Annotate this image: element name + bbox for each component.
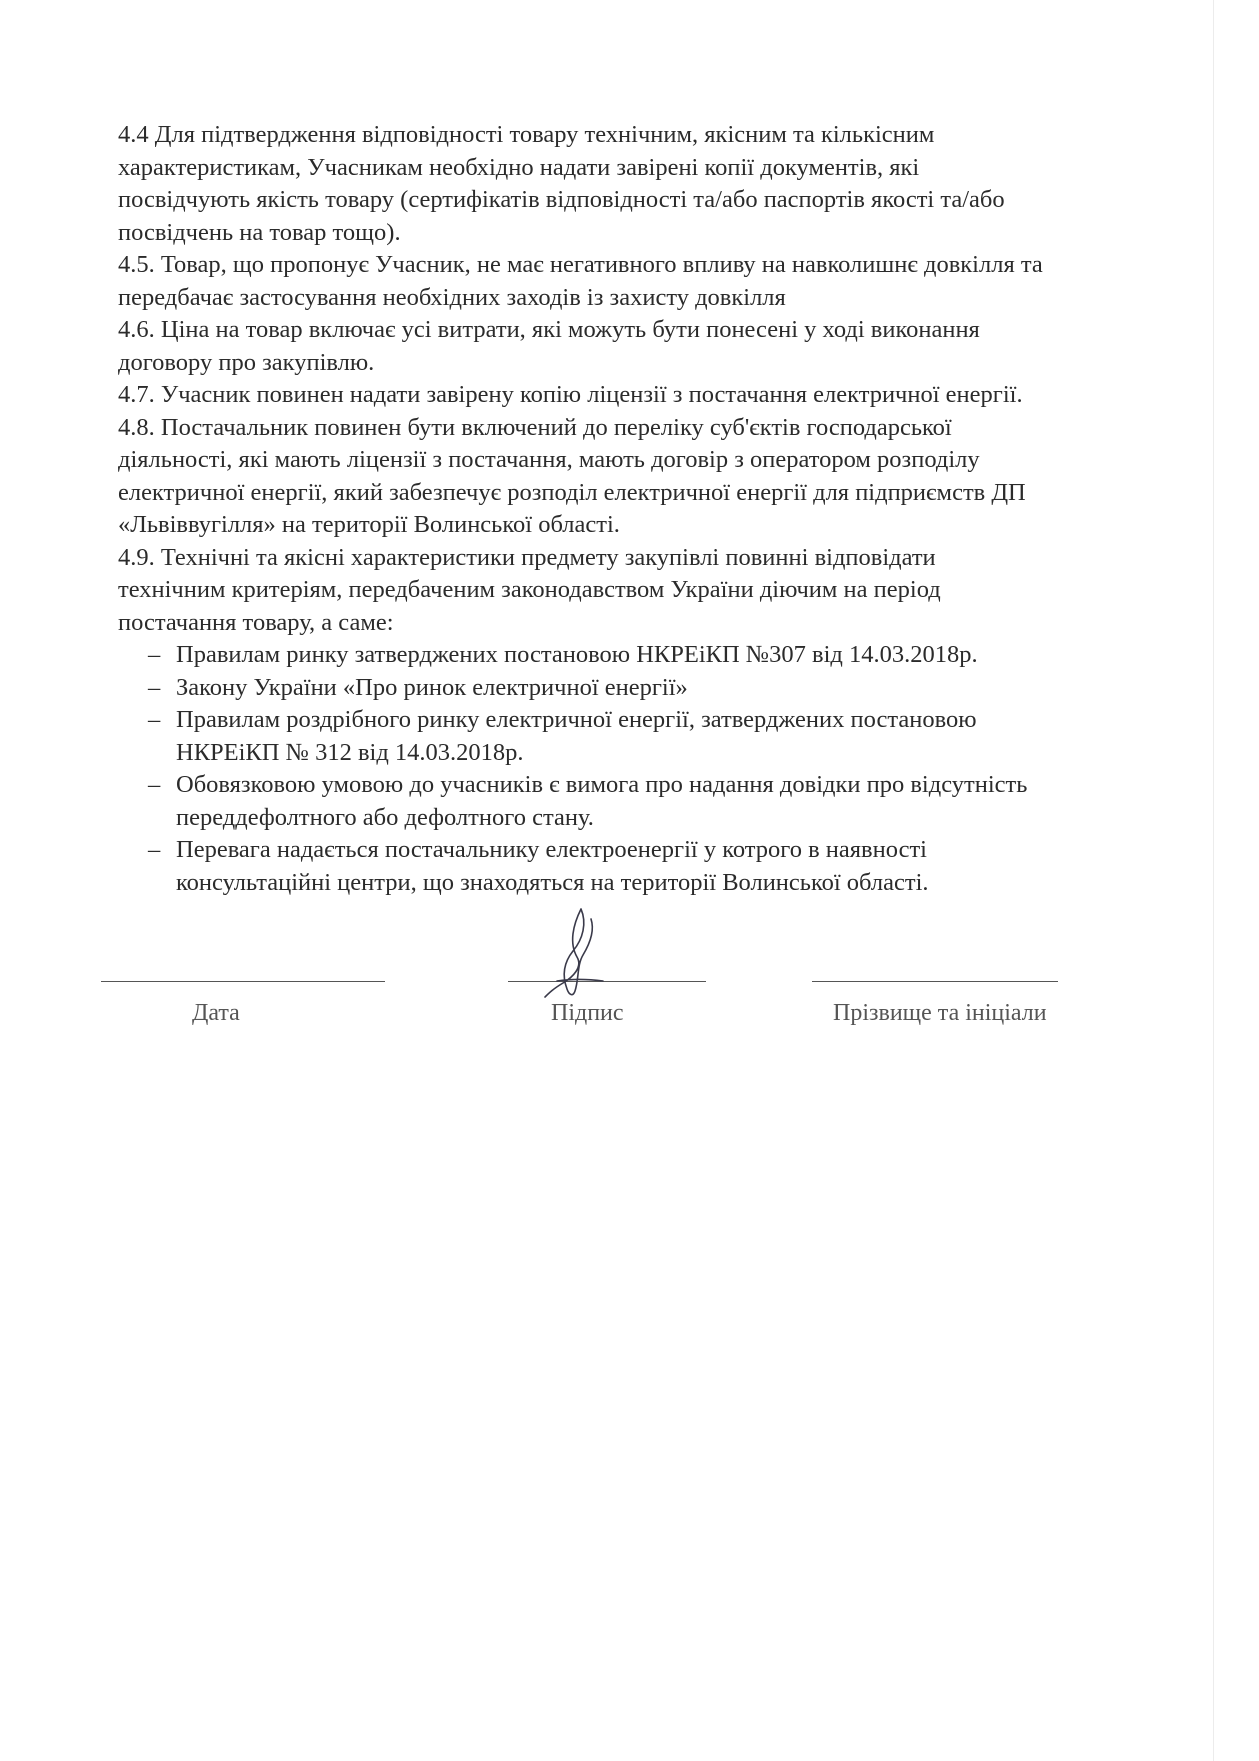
- text-line: діяльності, які мають ліцензії з постачання, мають договір з оператором розподілу: [118, 446, 980, 473]
- paragraph-4-9: [118, 542, 1133, 640]
- dash-bullet: –: [148, 771, 161, 798]
- text-line: 4.9. Технічні та якісні характеристики предмету закупівлі повинні відповідати: [118, 543, 936, 571]
- name-label: Прізвище та ініціали: [833, 1000, 1047, 1026]
- text-line: електричної енергії, який забезпечує розподіл електричної енергії для підприємств ДП: [118, 478, 1026, 506]
- date-label: Дата: [192, 1000, 240, 1026]
- name-line: [812, 981, 1058, 982]
- paragraph-4-6: [118, 314, 1133, 379]
- text-line: характеристикам, Учасникам необхідно надати завірені копії документів, які: [118, 153, 920, 181]
- signature-label: Підпис: [551, 1000, 624, 1026]
- text-line: Перевага надається постачальнику електроенергії у котрого в наявності: [176, 836, 927, 863]
- text-line: 4.5. Товар, що пропонує Учасник, не має негативного впливу на навколишнє довкілля та: [118, 251, 1043, 278]
- dash-bullet: –: [148, 706, 161, 733]
- date-line: [101, 981, 385, 982]
- text-line: технічним критеріям, передбаченим законодавством України діючим на період: [118, 576, 941, 603]
- text-line: переддефолтного або дефолтного стану.: [176, 803, 594, 831]
- text-line: посвідчують якість товару (сертифікатів відповідності та/або паспортів якості та/або: [118, 186, 1005, 213]
- requirements-list: [118, 639, 1133, 899]
- text-line: Правилам роздрібного ринку електричної енергії, затверджених постановою: [176, 706, 977, 733]
- text-line: Правилам ринку затверджених постановою НКРЕіКП №307 від 14.03.2018р.: [176, 641, 978, 668]
- text-line: Обовязковою умовою до учасників є вимога про надання довідки про відсутність: [176, 771, 1028, 798]
- list-item: [118, 834, 1133, 899]
- paragraph-4-4: [118, 119, 1133, 249]
- text-line: 4.6. Ціна на товар включає усі витрати, які можуть бути понесені у ході виконання: [118, 316, 980, 343]
- text-line: НКРЕіКП № 312 від 14.03.2018р.: [176, 738, 524, 766]
- paragraph-4-5: [118, 249, 1133, 314]
- list-item: [118, 672, 1133, 705]
- text-line: консультаційні центри, що знаходяться на території Волинської області.: [176, 868, 929, 896]
- dash-bullet: –: [148, 836, 161, 863]
- dash-bullet: –: [148, 673, 161, 701]
- handwritten-signature-icon: [543, 905, 623, 1000]
- list-item: [118, 704, 1133, 769]
- text-line: посвідчень на товар тощо).: [118, 218, 401, 246]
- text-line: договору про закупівлю.: [118, 348, 375, 376]
- paragraph-4-8: [118, 412, 1133, 542]
- text-line: передбачає застосування необхідних заходів із захисту довкілля: [118, 283, 786, 311]
- text-line: 4.7. Учасник повинен надати завірену копію ліцензії з постачання електричної енергії.: [118, 381, 1023, 408]
- scan-edge-line: [1213, 0, 1214, 1761]
- text-line: постачання товару, а саме:: [118, 608, 394, 636]
- text-line: 4.4 Для підтвердження відповідності товару технічним, якісним та кількісним: [118, 121, 935, 148]
- paragraph-4-7: [118, 379, 1133, 412]
- signature-block: [0, 905, 1259, 1045]
- text-line: 4.8. Постачальник повинен бути включений до переліку суб'єктів господарської: [118, 413, 952, 441]
- list-item: [118, 639, 1133, 672]
- list-item: [118, 769, 1133, 834]
- document-body: [118, 119, 1133, 899]
- text-line: Закону України «Про ринок електричної енергії»: [176, 673, 688, 701]
- dash-bullet: –: [148, 641, 161, 668]
- text-line: «Львіввугілля» на території Волинської області.: [118, 511, 620, 538]
